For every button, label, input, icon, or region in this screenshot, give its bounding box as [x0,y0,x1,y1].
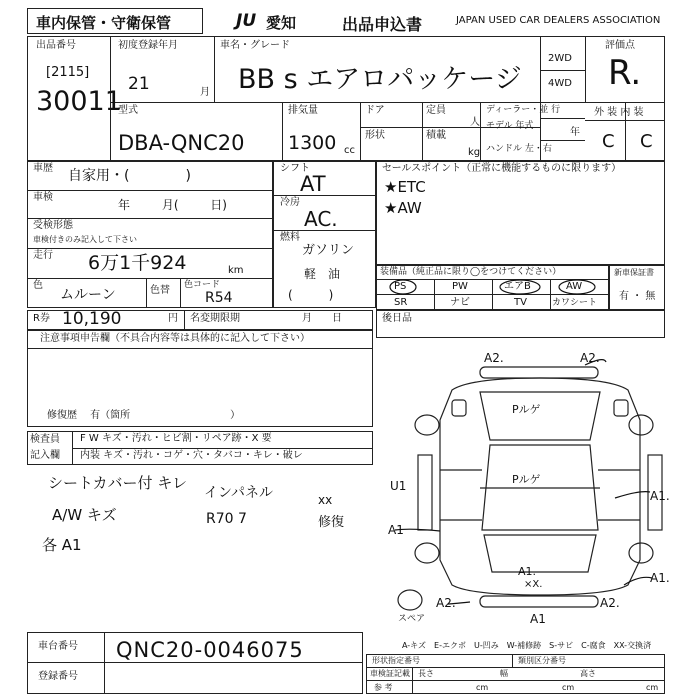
equip-ps[interactable]: PS [394,281,407,292]
receiving-form-label: 受検形態 [33,220,73,231]
sales-point-etc: ★ETC [384,178,426,196]
note-instrument-panel: インパネル [204,485,274,501]
category-designated-label: 類別区分番号 [518,656,566,665]
equip-aw[interactable]: AW [566,281,583,292]
mark-right-rear-a1: A1. [650,571,670,585]
after-date-frame [376,310,665,338]
capacity-label: 定員 [426,105,446,116]
height-cm: cm [646,683,659,692]
hood [480,392,600,440]
shift-label: シフト [280,163,310,174]
cooling-value: AC. [304,207,338,231]
left-side-panel [418,455,432,530]
fuel-gasoline: ガソリン [302,243,355,258]
equip-leather[interactable]: カワシート [552,298,598,308]
width-label: 幅 [500,669,508,678]
shape-label: 形状 [365,130,385,141]
note-aw-scratch: A/W キズ [52,506,117,524]
spare-label: スペア [398,614,426,624]
notes-label: 注意事項申告欄（不具合内容等は具体的に記入して下さい） [40,333,310,344]
car-name-value: BB s エアロパッケージ [238,64,522,95]
ref-label: 参 考 [374,683,393,692]
warranty-options[interactable]: 有 ・ 無 [619,291,656,302]
entry-label: 記入欄 [30,450,60,461]
mark-rear-right-a2: A2. [600,596,620,610]
damage-legend: A-キズ E-エクボ U-凹み W-補修跡 S-サビ C-腐食 XX-交換済 [402,641,652,650]
storage-note: 車内保管・守衛保管 [36,14,172,32]
association-name: JAPAN USED CAR DEALERS ASSOCIATION [456,15,661,26]
displacement-label: 排気量 [288,105,318,116]
year-unit: 年 [570,127,580,138]
sales-point-aw: ★AW [384,199,422,217]
fuel-diesel: 軽 油 [304,267,341,281]
interior-row: 内装 キズ・汚れ・コゲ・穴・タバコ・キレ・破レ [80,450,303,461]
shift-value: AT [300,172,326,196]
equip-tv[interactable]: TV [514,297,527,308]
person-unit: 人 [470,117,480,128]
mark-rear-glass-x: ×X. [524,579,543,590]
mark-front-right: A2. [580,351,600,365]
equip-pw[interactable]: PW [452,281,468,292]
rear-window [484,535,596,572]
sales-points-label: セールスポイント（正常に機能するものに限ります） [382,163,622,174]
repair-history-label: 修復歴 有（箇所 ） [47,410,241,421]
interior-value: C [640,131,653,152]
rear-bumper [480,596,598,607]
warranty-label: 新車保証書 [614,268,654,277]
model-type-value: DBA-QNC20 [118,131,245,155]
cc-unit: cc [344,145,355,156]
front-bumper [480,367,598,378]
car-name-label: 車名・グレード [220,40,290,51]
mark-rear-bumper: A1 [530,612,546,626]
door-label: ドア [365,105,385,116]
first-reg-month-unit: 月 [200,87,210,98]
inspector-label: 検査員 [30,434,60,445]
inspection-fields: 年 月( 日) [118,198,227,212]
model-year-label: モデル 年式 [486,121,534,131]
receiving-note: 車検付きのみ記入して下さい [33,235,137,244]
displacement-value: 1300 [288,132,337,154]
note-repair: 修復 [318,515,345,530]
exterior-value: C [602,131,615,152]
mark-front-left: A2. [484,351,504,365]
equipment-label: 装備品（純正品に限り◯をつけてください） [380,267,562,277]
name-change-date: 月 日 [302,313,342,324]
2wd-label: 2WD [548,53,572,64]
equip-airbag[interactable]: エアB [504,281,531,292]
chassis-label: 車台番号 [38,641,78,652]
mark-right-a1: A1. [650,489,670,503]
recycle-label: R券 [33,313,50,324]
recycle-amount: 10,190 [62,309,122,329]
handle-label: ハンドル 左・右 [486,144,552,154]
note-r70: R70 7 [206,511,247,527]
rating-value: R. [608,53,642,93]
wheel-spare [398,590,422,610]
color-change-label: 色替 [150,285,170,296]
color-code-value: R54 [205,290,233,306]
after-date-label: 後日品 [382,313,412,324]
height-label: 高さ [580,669,596,678]
yen-unit: 円 [168,313,178,324]
history-label: 車歴 [33,163,53,174]
mark-rear-glass: A1. [518,565,537,578]
mark-hood: Pルゲ [512,403,541,416]
color-label: 色 [33,280,43,291]
fuel-label: 燃料 [280,232,300,243]
model-type-label: 型式 [118,105,138,116]
history-value: 自家用・( ) [68,168,191,184]
4wd-label: 4WD [548,78,572,89]
wheel-front-left [415,415,439,435]
first-reg-year: 21 [128,74,150,94]
length-label: 長さ [418,669,434,678]
length-cm: cm [476,683,489,692]
first-reg-label: 初度登録年月 [118,40,178,51]
chassis-number: QNC20-0046075 [116,638,304,662]
mark-rear-left-a2: A2. [436,596,456,610]
fuel-paren: ( ) [288,288,334,302]
lot-small-value: [2115] [46,65,90,80]
name-change-label: 名変期限期 [190,313,240,324]
reg-number-label: 登録番号 [38,671,78,682]
fw-row: F W キズ・汚れ・ヒビ割・リペア跡・X 要 [80,433,272,444]
width-cm: cm [562,683,575,692]
note-xx: xx [318,493,333,507]
region-name: 愛知 [266,14,297,32]
cooling-label: 冷房 [280,197,300,208]
note-each-a1: 各 A1 [42,536,82,554]
car-reg-label: 車検証記載 [370,669,410,678]
equip-sr[interactable]: SR [394,297,408,308]
note-seat-cover: シートカバー付 キレ [48,474,188,492]
color-code-label: 色コード [184,280,221,290]
color-value: ムルーン [60,287,116,303]
mark-left-u1: U1 [390,479,407,493]
equip-navi[interactable]: ナビ [450,297,470,308]
mileage-label: 走行 [33,250,53,261]
exterior-interior-label: 外 装 内 装 [594,107,644,118]
load-label: 積載 [426,130,446,141]
form-designated-label: 形状指定番号 [372,656,420,665]
wheel-rear-right [629,543,653,563]
mark-roof: Pルゲ [512,473,541,486]
wheel-rear-left [415,543,439,563]
lot-number-label: 出品番号 [36,40,76,51]
mileage-value: 6万1千924 [88,252,187,274]
kg-unit: kg [468,147,481,158]
wheel-front-right [629,415,653,435]
lot-number-value: 30011 [36,86,122,117]
km-unit: km [228,265,244,276]
roof [482,445,598,530]
mark-left-a1: A1 [388,523,404,537]
rating-label: 評価点 [605,40,635,51]
form-title: 出品申込書 [342,15,423,34]
dealer-parallel-label: ディーラー・並 行 [486,105,561,115]
ju-logo: JU [236,11,257,31]
inspection-label: 車検 [33,192,53,203]
